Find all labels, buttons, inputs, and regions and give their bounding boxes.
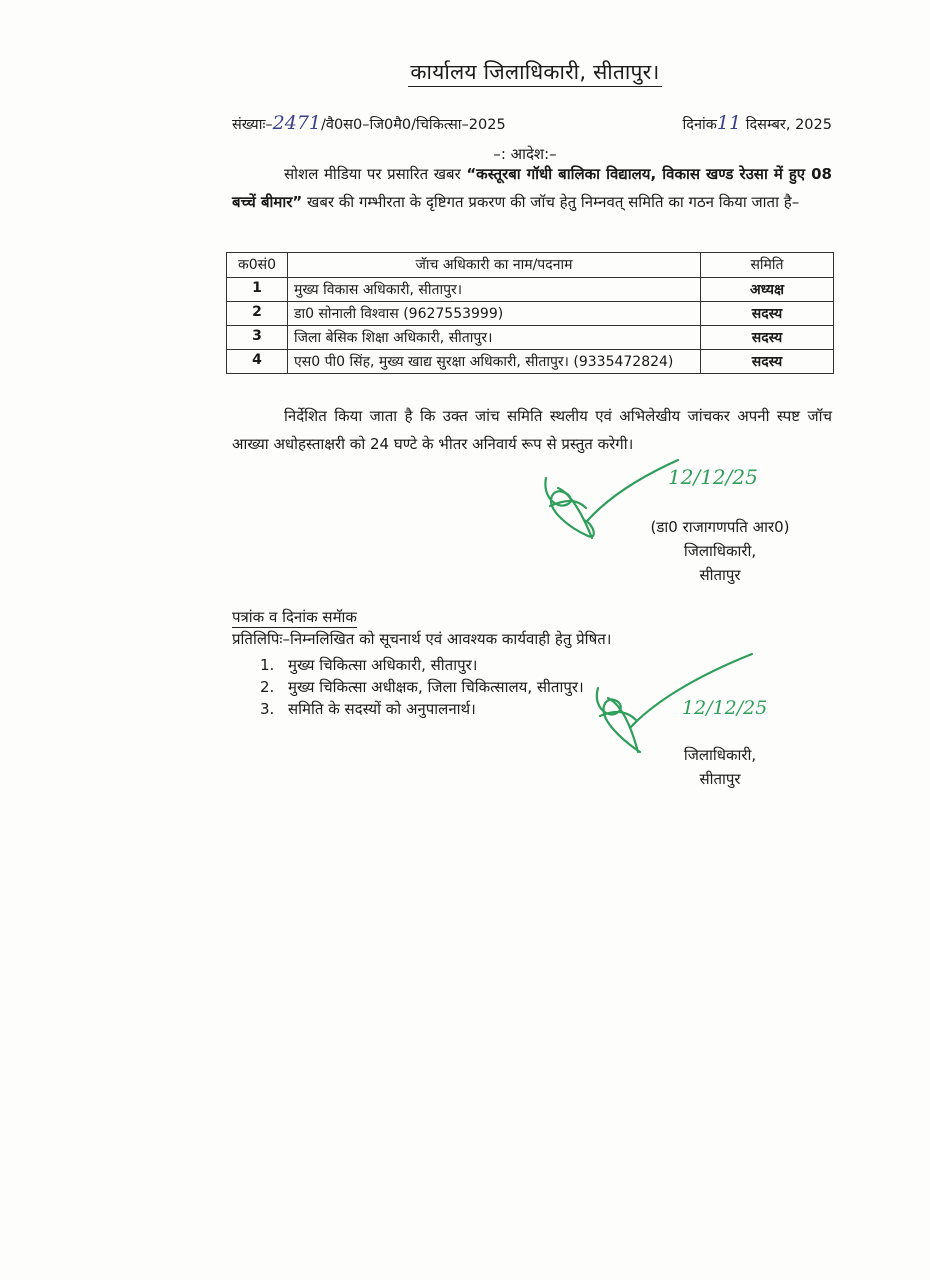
list-item [260, 698, 584, 720]
row-sn: 3 [227, 326, 288, 350]
order-date [682, 112, 832, 134]
row-role: सदस्य [701, 326, 834, 350]
row-officer: डा0 सोनाली विश्वास (9627553999) [288, 302, 701, 326]
list-item-text: समिति के सदस्यों को अनुपालनार्थ। [288, 700, 476, 718]
para1-text-pre: सोशल मीडिया पर प्रसारित खबर [284, 165, 467, 183]
row-role: सदस्य [701, 350, 834, 374]
table-header-row [227, 253, 834, 278]
table-row [227, 302, 834, 326]
ref-prefix: संख्याः– [232, 117, 273, 133]
list-item-text: मुख्य चिकित्सा अधीक्षक, जिला चिकित्सालय, सीतापुर। [288, 678, 584, 696]
committee-table [226, 252, 834, 374]
row-role: अध्यक्ष [701, 278, 834, 302]
date-prefix: दिनांक [682, 117, 717, 133]
para1-text-post: खबर की गम्भीरता के दृष्टिगत प्रकरण की जॉच हेतु निम्नवत् समिति का गठन किया जाता है– [302, 193, 800, 211]
col-header-committee-role: समिति [701, 253, 834, 278]
col-header-officer: जॅाच अधिकारी का नाम/पदनाम [288, 253, 701, 278]
copy-signatory-designation: जिलाधिकारी, [683, 746, 757, 764]
copy-to-heading: पत्रांक व दिनांक समॅाक [232, 608, 357, 626]
news-headline: “कस्तूरबा गॉधी बालिका विद्यालय, विकास खण्ड रेउसा में हुए 08 बच्चें बीमार” [232, 165, 832, 211]
date-suffix: दिसम्बर, 2025 [745, 117, 832, 133]
table-row [227, 350, 834, 374]
signature-2-initial-date: 12/12/25 [682, 697, 768, 719]
row-sn: 2 [227, 302, 288, 326]
signature-1-initial-date: 12/12/25 [668, 465, 758, 489]
office-title-text: कार्यालय जिलाधिकारी, सीतापुर। [408, 60, 661, 87]
list-item-number: 2. [260, 678, 275, 696]
copy-signatory-block [650, 743, 790, 791]
row-role: सदस्य [701, 302, 834, 326]
list-item [260, 654, 584, 676]
list-item-text: मुख्य चिकित्सा अधिकारी, सीतापुर। [288, 656, 478, 674]
order-heading: –: आदेश:– [493, 145, 557, 163]
row-officer: जिला बेसिक शिक्षा अधिकारी, सीतापुर। [288, 326, 701, 350]
copy-to-list [260, 654, 584, 720]
row-officer: मुख्य विकास अधिकारी, सीतापुर। [288, 278, 701, 302]
para2-text: निर्देशित किया जाता है कि उक्त जांच समिति स्थलीय एवं अभिलेखीय जांचकर अपनी स्पष्ट जॉच आख्या अधोहस्ताक्षरी को 24 घण्टे के भीतर अनिवार्य रूप से प्रस्तुत करेगी। [232, 407, 832, 453]
signatory-name: (डा0 राजागणपति आर0) [650, 518, 790, 536]
list-item-number: 1. [260, 656, 275, 674]
reference-number [232, 112, 506, 134]
order-paragraph-1 [232, 160, 832, 216]
signature-2 [582, 648, 782, 758]
copy-to-intro: प्रतिलिपिः–निम्नलिखित को सूचनार्थ एवं आवश्यक कार्यवाही हेतु प्रेषित। [232, 630, 612, 648]
signatory-block [630, 515, 810, 587]
col-header-sn: क0सं0 [227, 253, 288, 278]
row-officer: एस0 पी0 सिंह, मुख्य खाद्य सुरक्षा अधिकारी, सीतापुर। (9335472824) [288, 350, 701, 374]
ref-number-handwritten: 2471 [272, 112, 321, 134]
signatory-place: सीतापुर [699, 566, 741, 584]
row-sn: 1 [227, 278, 288, 302]
office-title [0, 58, 930, 86]
list-item [260, 676, 584, 698]
date-day-handwritten: 11 [716, 112, 742, 134]
signatory-designation: जिलाधिकारी, [683, 542, 757, 560]
row-sn: 4 [227, 350, 288, 374]
table-row [227, 326, 834, 350]
ref-suffix: /वै0स0–जि0मै0/चिकित्सा–2025 [321, 117, 506, 133]
list-item-number: 3. [260, 700, 275, 718]
table-row [227, 278, 834, 302]
copy-signatory-place: सीतापुर [699, 770, 741, 788]
